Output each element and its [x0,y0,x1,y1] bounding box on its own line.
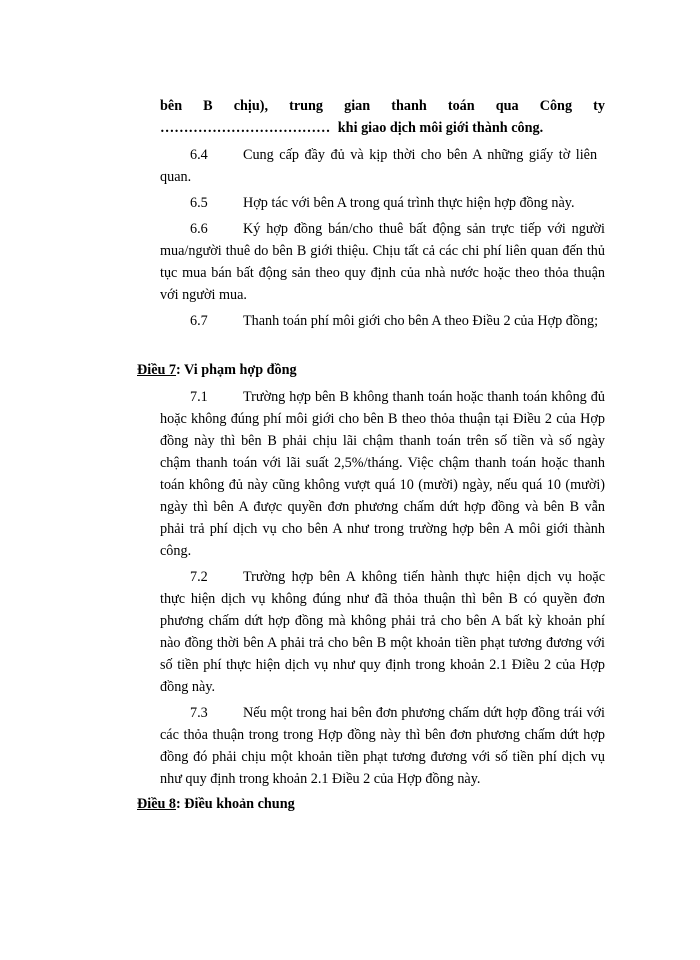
clause-7-1-line-8: công. [160,543,192,559]
article-8-title: : Điều khoản chung [176,796,295,812]
clause-7-3-line-4: như quy định trong khoản 2.1 Điều 2 của Hợp đồng này. [160,771,481,787]
text: khi giao dịch môi giới thành công. [337,120,544,136]
word: toán [447,98,475,114]
article-7-heading [137,363,297,377]
clause-7-2-number: 7.2 [190,569,208,585]
company-name-blank: ……………………………… [160,120,331,136]
clause-7-2-line-4: nào đồng thời bên A phải trả cho bên B một khoản tiền phạt tương đương với [160,635,605,651]
clause-6-4-line-1 [243,148,605,162]
clause-7-1-line-4: chậm thanh toán với lãi suất 2,5%/tháng. Việc chậm thanh toán hoặc thanh [160,455,605,471]
clause-6-4-line-2: quan. [160,169,192,185]
clause-6-6-line-3: tục mua bán bất động sản theo quy định của nhà nước hoặc theo thỏa thuận [160,265,605,281]
clause-7-3-line-2: các thỏa thuận trong trong Hợp đồng này thì bên đơn phương chấm dứt hợp [160,727,605,743]
clause-7-3-line-3: đồng đó phải chịu một khoản tiền phạt tương đương với số tiền phí dịch vụ [160,749,605,765]
clause-7-2-line-6: đồng này. [160,679,216,695]
clause-7-2-line-3: phương chấm dứt hợp đồng mà không phải trả cho bên A bất kỳ khoản phí [160,613,605,629]
word: bên [160,98,183,114]
clause-6-6-number: 6.6 [190,221,208,237]
clause-6-5-line-1: Hợp tác với bên A trong quá trình thực hiện hợp đồng này. [243,195,575,211]
clause-7-1-number: 7.1 [190,389,208,405]
clause-7-2-line-5: số tiền phí thực hiện dịch vụ như quy định trong khoản 2.1 Điều 2 của Hợp [160,657,605,673]
article-7-title: : Vi phạm hợp đồng [176,362,297,378]
clause-7-1-line-5: toán không đủ này cũng không vượt quá 10 (mười) ngày, nếu quá 10 (mười) [160,477,605,493]
clause-text: Cung cấp đầy đủ và kịp thời cho bên A những giấy tờ liên [243,147,598,163]
clause-7-1-line-6: ngày thì bên A được quyền đơn phương chấm dứt hợp đồng và bên B vẫn [160,499,605,515]
clause-7-3-line-1: Nếu một trong hai bên đơn phương chấm dứt hợp đồng trái với [243,705,605,721]
word: ty [593,98,605,114]
clause-7-1-line-2: hoặc không đúng phí môi giới cho bên B theo thỏa thuận tại Điều 2 của Hợp [160,411,605,427]
clause-7-1-line-7: phải trả phí dịch vụ cho bên A như trong trường hợp bên A môi giới thành [160,521,605,537]
word: B [203,98,213,114]
clause-6-3-continuation-line-1 [160,99,605,113]
clause-6-4-number: 6.4 [190,147,208,163]
clause-6-3-continuation-line-2 [160,121,543,135]
word: thanh [391,98,427,114]
clause-7-1-line-1: Trường hợp bên B không thanh toán hoặc thanh toán không đủ [243,389,605,405]
article-7-label: Điều 7 [137,362,177,378]
article-8-heading [137,797,295,811]
word: qua [495,98,519,114]
article-8-label: Điều 8 [137,796,177,812]
clause-6-6-line-2: mua/người thuê do bên B giới thiệu. Chịu tất cả các chi phí liên quan đến thủ [160,243,605,259]
clause-7-3-number: 7.3 [190,705,208,721]
clause-6-7-line-1: Thanh toán phí môi giới cho bên A theo Điều 2 của Hợp đồng; [243,313,599,329]
word: Công [539,98,573,114]
word: chịu), [233,98,269,114]
word: trung [289,98,324,114]
clause-6-5-number: 6.5 [190,195,208,211]
clause-7-2-line-2: thực hiện dịch vụ không đúng như đã thỏa thuận thì bên B có quyền đơn [160,591,605,607]
word: gian [344,98,371,114]
clause-6-6-line-1: Ký hợp đồng bán/cho thuê bất động sản trực tiếp với người [243,221,605,237]
clause-7-2-line-1: Trường hợp bên A không tiến hành thực hiện dịch vụ hoặc [243,569,605,585]
clause-7-1-line-3: đồng này thì bên B phải chịu lãi chậm thanh toán trên số tiền và số ngày [160,433,605,449]
clause-6-6-line-4: với người mua. [160,287,247,303]
clause-6-7-number: 6.7 [190,313,208,329]
